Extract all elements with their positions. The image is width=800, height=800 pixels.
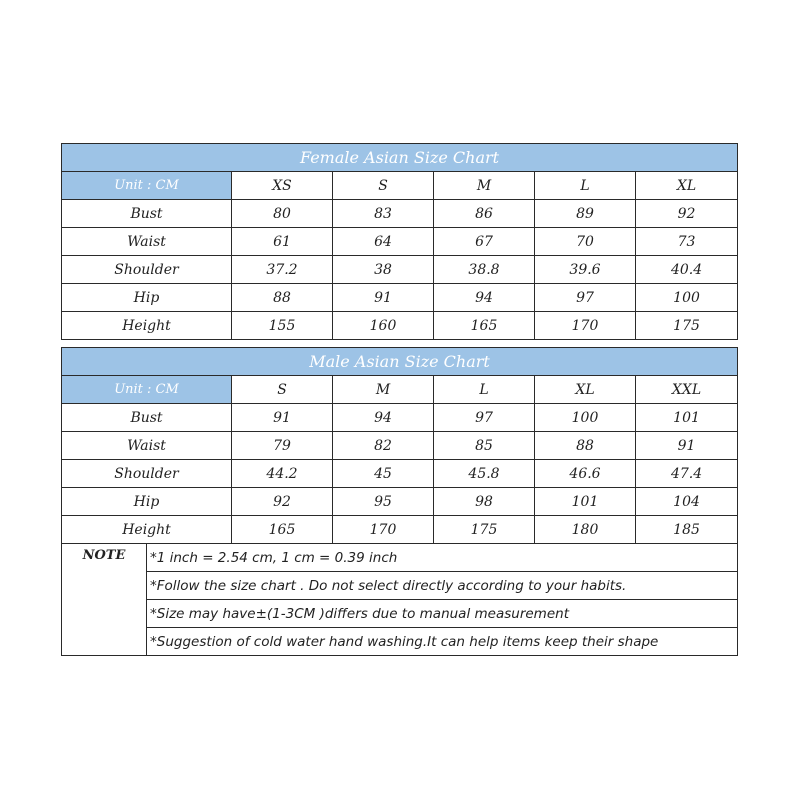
measure-label: Shoulder [62,460,232,488]
table-cell: 67 [434,228,535,256]
table-row [62,256,738,284]
female-size-table [61,143,738,340]
table-cell: 40.4 [636,256,738,284]
table-cell: 170 [333,516,434,544]
table-cell: 97 [535,284,636,312]
male-size-table [61,347,738,544]
table-row [62,312,738,340]
measure-label: Hip [62,284,232,312]
table-cell: 91 [333,284,434,312]
note-row [62,544,738,572]
unit-label: Unit : CM [62,172,232,200]
size-header: M [333,376,434,404]
size-header: M [434,172,535,200]
table-cell: 46.6 [535,460,636,488]
size-header: S [333,172,434,200]
note-line: *Follow the size chart . Do not select directly according to your habits. [147,572,738,600]
table-cell: 38 [333,256,434,284]
table-cell: 38.8 [434,256,535,284]
table-cell: 88 [232,284,333,312]
table-cell: 39.6 [535,256,636,284]
size-header-row [62,172,738,200]
table-cell: 45.8 [434,460,535,488]
female-chart-title: Female Asian Size Chart [62,144,738,172]
note-line: *1 inch = 2.54 cm, 1 cm = 0.39 inch [147,544,738,572]
size-header-row [62,376,738,404]
size-header: L [535,172,636,200]
size-header: L [434,376,535,404]
size-header: XL [636,172,738,200]
table-cell: 160 [333,312,434,340]
table-cell: 80 [232,200,333,228]
table-cell: 94 [434,284,535,312]
table-cell: 95 [333,488,434,516]
table-cell: 100 [535,404,636,432]
table-row [62,488,738,516]
measure-label: Height [62,312,232,340]
male-chart-title: Male Asian Size Chart [62,348,738,376]
size-header: XS [232,172,333,200]
table-cell: 86 [434,200,535,228]
table-cell: 165 [434,312,535,340]
table-cell: 92 [636,200,738,228]
table-cell: 97 [434,404,535,432]
table-cell: 185 [636,516,738,544]
table-cell: 101 [636,404,738,432]
note-row [62,572,738,600]
measure-label: Waist [62,228,232,256]
unit-label: Unit : CM [62,376,232,404]
table-cell: 100 [636,284,738,312]
note-row [62,628,738,656]
table-cell: 83 [333,200,434,228]
table-cell: 175 [636,312,738,340]
measure-label: Height [62,516,232,544]
table-cell: 104 [636,488,738,516]
table-cell: 165 [232,516,333,544]
table-cell: 89 [535,200,636,228]
table-cell: 101 [535,488,636,516]
note-label: NOTE [62,544,147,656]
measure-label: Hip [62,488,232,516]
table-cell: 98 [434,488,535,516]
table-row [62,460,738,488]
measure-label: Bust [62,404,232,432]
table-cell: 37.2 [232,256,333,284]
table-cell: 61 [232,228,333,256]
table-cell: 79 [232,432,333,460]
size-header: XL [535,376,636,404]
table-cell: 82 [333,432,434,460]
table-cell: 44.2 [232,460,333,488]
size-header: XXL [636,376,738,404]
table-title-row [62,144,738,172]
table-cell: 170 [535,312,636,340]
note-line: *Suggestion of cold water hand washing.It can help items keep their shape [147,628,738,656]
measure-label: Shoulder [62,256,232,284]
table-row [62,404,738,432]
table-cell: 94 [333,404,434,432]
table-cell: 155 [232,312,333,340]
table-row [62,284,738,312]
table-cell: 85 [434,432,535,460]
table-cell: 91 [636,432,738,460]
measure-label: Waist [62,432,232,460]
table-cell: 70 [535,228,636,256]
notes-table [61,543,738,656]
table-row [62,228,738,256]
table-title-row [62,348,738,376]
table-row [62,200,738,228]
size-header: S [232,376,333,404]
table-cell: 175 [434,516,535,544]
table-row [62,432,738,460]
table-cell: 180 [535,516,636,544]
note-line: *Size may have±(1-3CM )differs due to manual measurement [147,600,738,628]
table-cell: 47.4 [636,460,738,488]
table-cell: 45 [333,460,434,488]
measure-label: Bust [62,200,232,228]
note-row [62,600,738,628]
table-cell: 73 [636,228,738,256]
table-cell: 92 [232,488,333,516]
table-cell: 88 [535,432,636,460]
table-cell: 91 [232,404,333,432]
table-row [62,516,738,544]
table-cell: 64 [333,228,434,256]
